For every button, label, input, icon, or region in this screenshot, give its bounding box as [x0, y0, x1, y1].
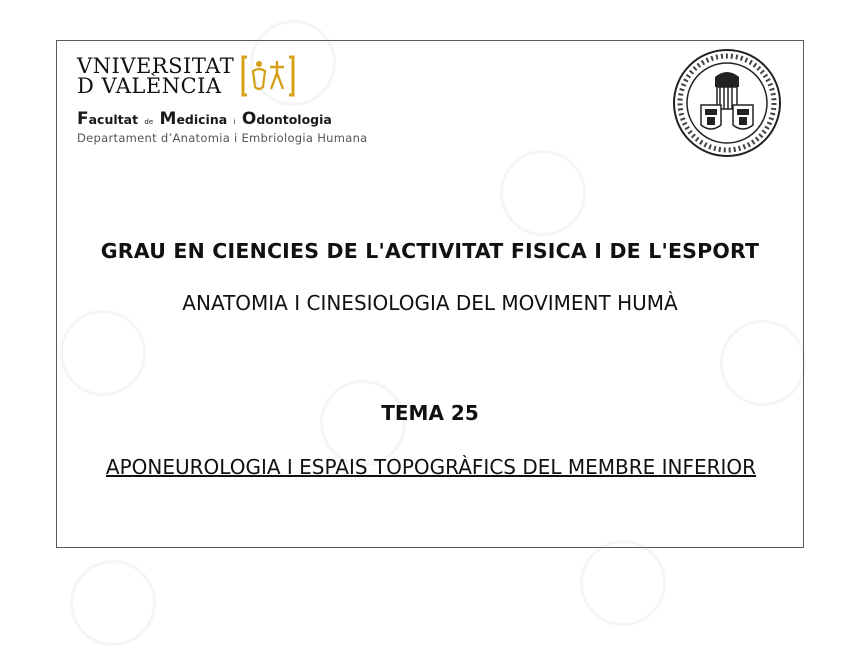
- topic-number: TEMA 25: [381, 401, 479, 425]
- university-emblem-icon: [240, 53, 296, 99]
- topic-title: APONEUROLOGIA I ESPAIS TOPOGRÀFICS DEL MEMBRE INFERIOR: [105, 455, 757, 479]
- university-logo-block: [77, 53, 368, 145]
- title-slide: [56, 40, 804, 548]
- university-name-line1: VNIVERSITAT: [77, 54, 235, 78]
- degree-title: GRAU EN CIENCIES DE L'ACTIVITAT FISICA I DE L'ESPORT: [100, 239, 760, 263]
- faculty-name: Facultat de Medicina i Odontologia: [77, 109, 332, 129]
- university-name-line2: D VALÈNCIA: [77, 74, 222, 98]
- department-name: Departament d’Anatomia i Embriologia Humana: [77, 131, 368, 145]
- university-seal-icon: [671, 47, 783, 159]
- course-title: ANATOMIA I CINESIOLOGIA DEL MOVIMENT HUMÀ: [182, 291, 678, 315]
